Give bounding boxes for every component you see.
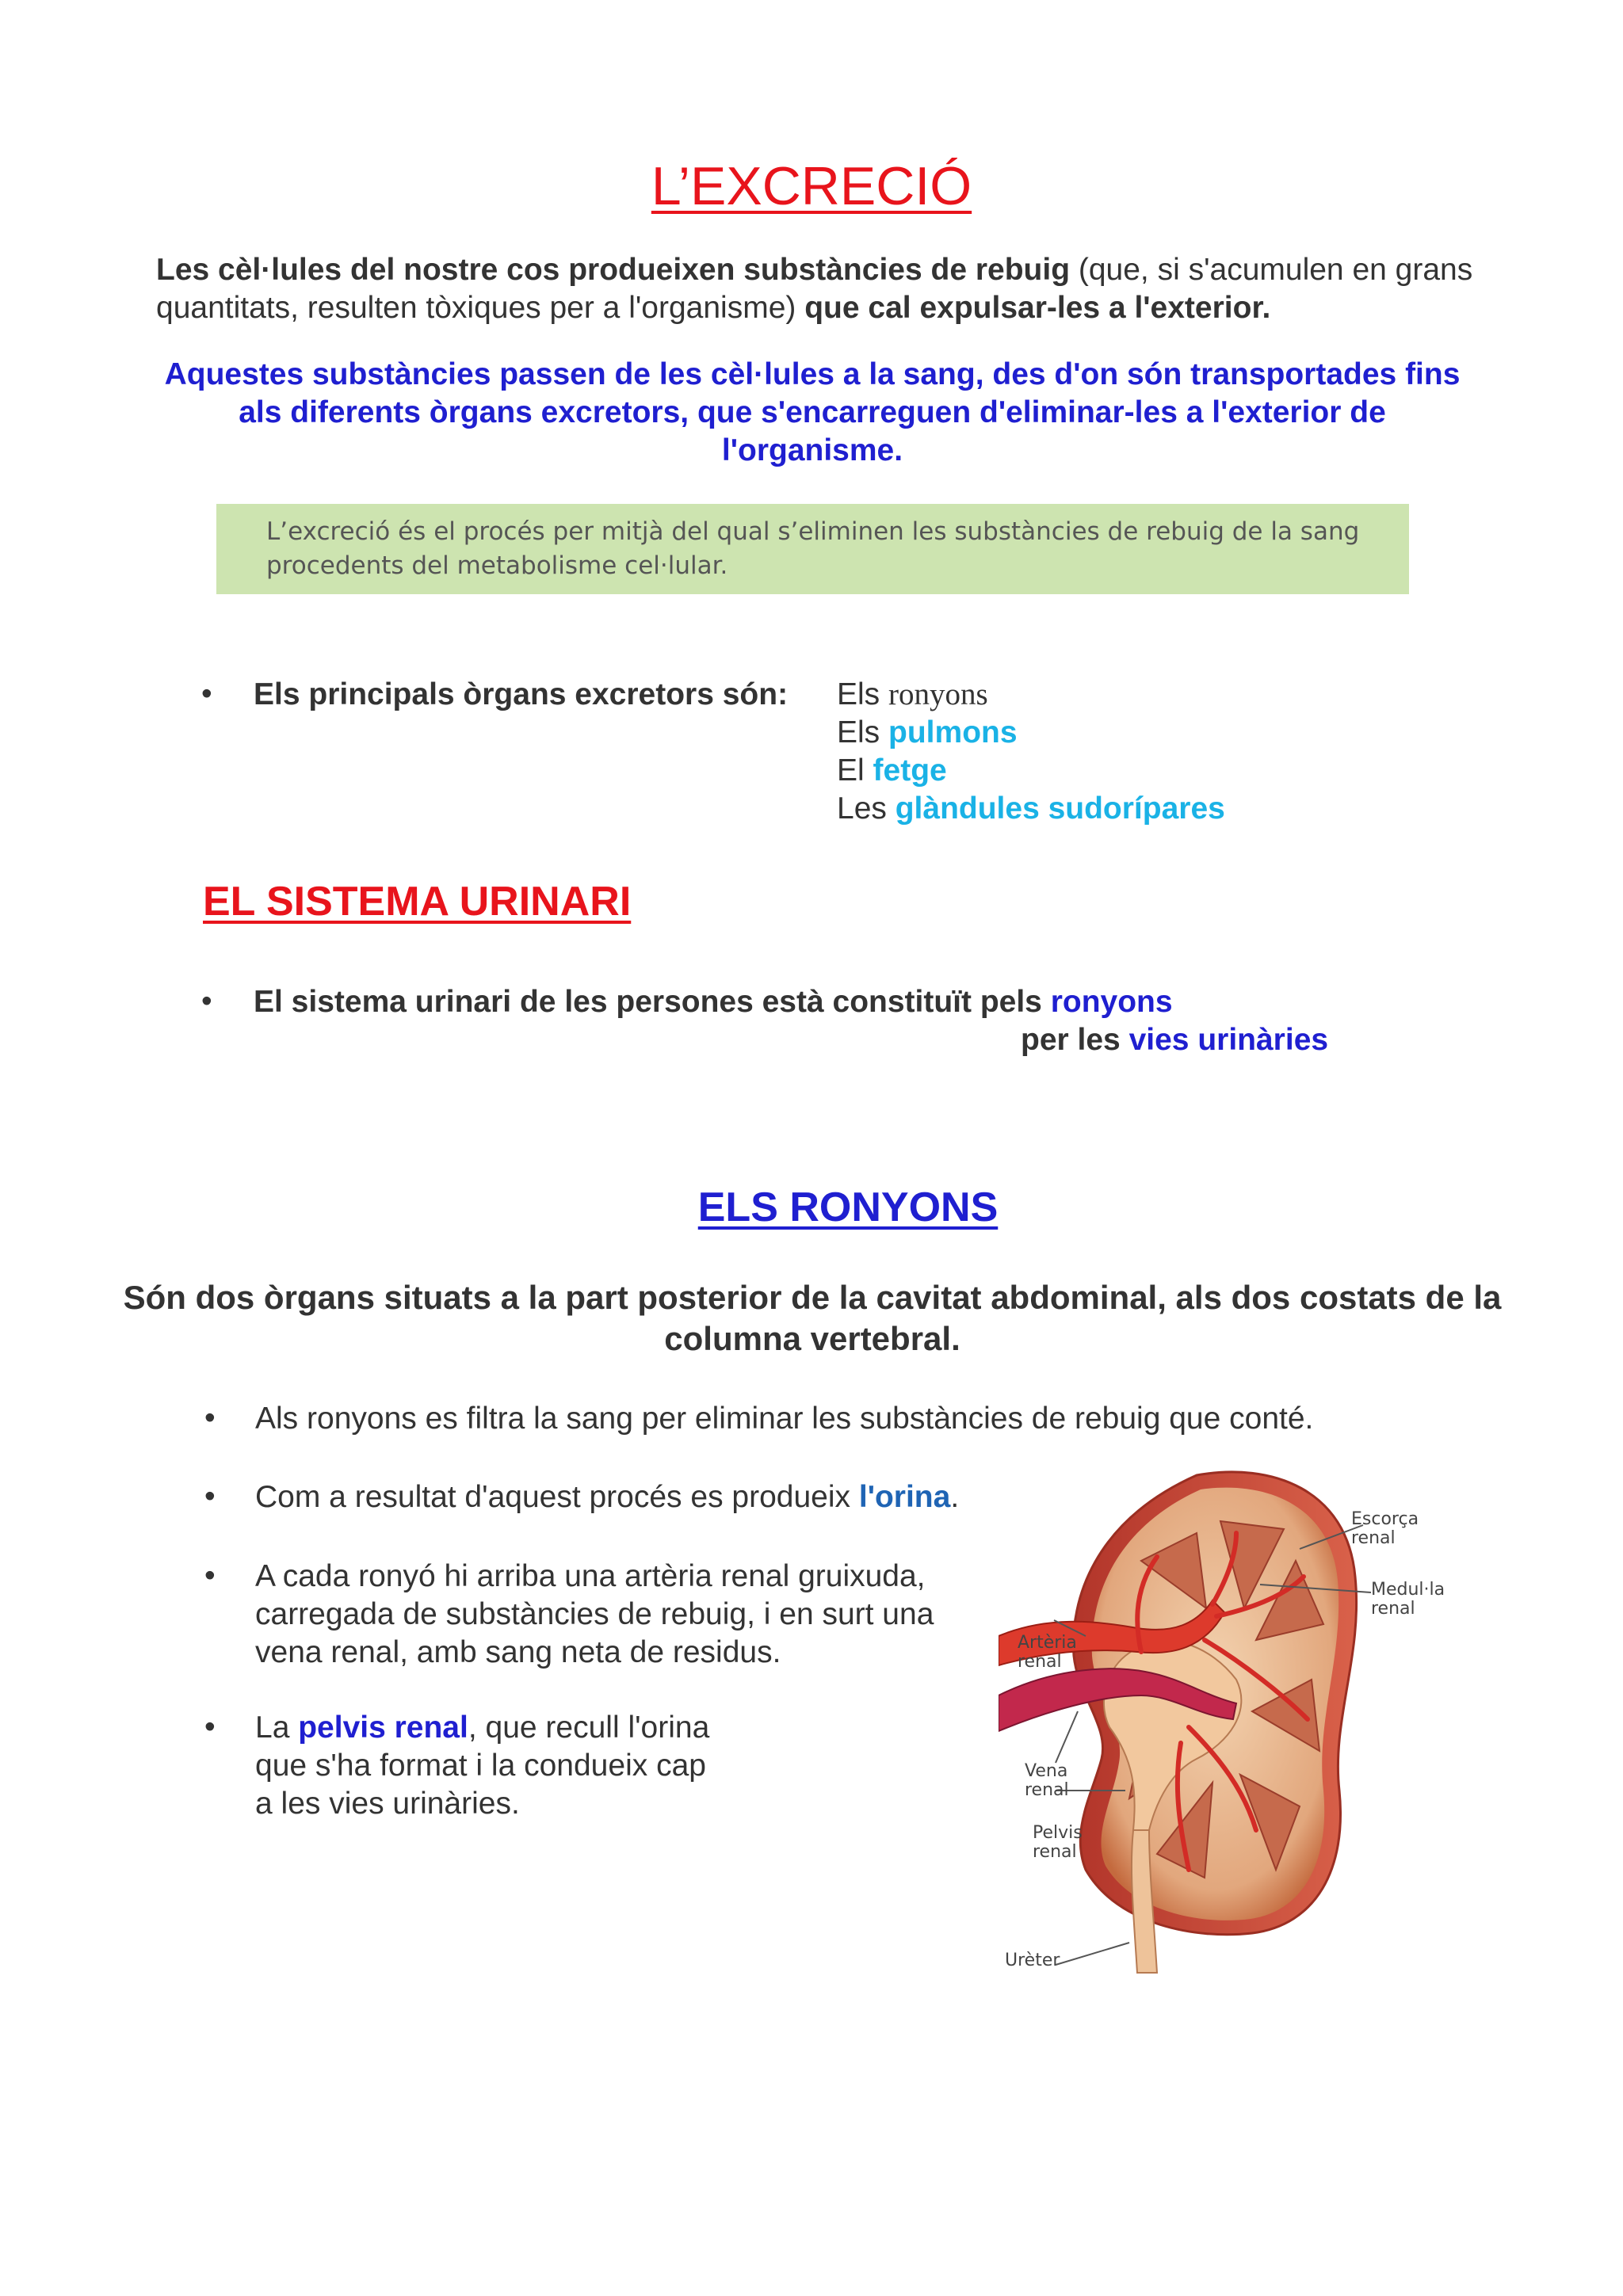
urinary-heading: EL SISTEMA URINARI — [203, 879, 632, 925]
kidney-bullet-3 — [255, 1558, 934, 1672]
organ-item — [837, 676, 988, 714]
label-pelvis — [1033, 1824, 1083, 1862]
bullet-marker: • — [204, 1710, 216, 1744]
organs-lead: Els principals òrgans excretors són: — [254, 677, 789, 711]
definition-line-1: L’excreció és el procés per mitjà del qual s’eliminen les substàncies de rebuig de la sang — [266, 517, 1360, 546]
organ-name: glàndules sudorípares — [895, 791, 1225, 826]
intro-bold-end: que cal expulsar-les a l'exterior. — [804, 291, 1271, 325]
bullet-4-line-1 — [255, 1709, 709, 1747]
label-cortex — [1351, 1510, 1419, 1548]
intro-bold-start: Les cèl·lules del nostre cos produeixen substàncies de rebuig — [156, 253, 1071, 287]
label-medulla-line-2: renal — [1371, 1599, 1415, 1619]
kidneys-heading: ELS RONYONS — [697, 1184, 999, 1230]
organ-prefix: Els — [837, 677, 880, 711]
label-artery-line-1: Artèria — [1018, 1633, 1077, 1653]
bullet-4-start: La — [255, 1711, 299, 1745]
label-vein — [1025, 1762, 1069, 1800]
label-cortex-line-2: renal — [1351, 1528, 1396, 1548]
bullet-marker: • — [201, 984, 212, 1018]
organ-item — [837, 752, 947, 790]
label-pelvis-line-1: Pelvis — [1033, 1823, 1083, 1843]
bullet-marker: • — [204, 1401, 216, 1435]
organ-item — [837, 714, 1018, 752]
urinary-line-1 — [254, 983, 1173, 1021]
page-title: L’EXCRECIÓ — [651, 156, 972, 216]
label-medulla — [1371, 1581, 1445, 1619]
intro-paragraph — [156, 251, 1503, 327]
label-artery-line-2: renal — [1018, 1652, 1062, 1672]
label-pelvis-line-2: renal — [1033, 1842, 1077, 1862]
organ-prefix: Les — [837, 791, 887, 826]
definition-box — [216, 504, 1409, 594]
label-vein-line-1: Vena — [1025, 1761, 1068, 1781]
label-artery — [1018, 1634, 1077, 1672]
kidneys-subtitle: Són dos òrgans situats a la part posterior de la cavitat abdominal, als dos costats de la columna vertebral. — [123, 1279, 1502, 1357]
organ-item — [837, 790, 1225, 828]
kidney-bullet-1: Als ronyons es filtra la sang per eliminar les substàncies de rebuig que conté. — [255, 1402, 1314, 1436]
label-vein-line-2: renal — [1025, 1780, 1069, 1800]
urinary-line-2 — [1021, 1021, 1328, 1059]
bullet-2-end: . — [950, 1480, 960, 1514]
bullet-4-rest: , que recull l'orina — [468, 1711, 710, 1745]
organ-prefix: El — [837, 753, 865, 788]
kidney-bullet-4 — [255, 1709, 709, 1823]
bullet-marker: • — [204, 1479, 216, 1513]
urinary-lead: El sistema urinari de les persones està constituït pels — [254, 985, 1042, 1019]
kidney-bullet-2 — [255, 1478, 959, 1516]
bullet-3-line-3: vena renal, amb sang neta de residus. — [255, 1635, 781, 1669]
bullet-marker: • — [201, 677, 212, 711]
urinary-part-kidneys: ronyons — [1050, 985, 1173, 1019]
bullet-4-line-3: a les vies urinàries. — [255, 1787, 520, 1821]
organ-prefix: Els — [837, 715, 880, 749]
organ-name: pulmons — [888, 715, 1018, 749]
bullet-3-line-2: carregada de substàncies de rebuig, i en surt una — [255, 1597, 934, 1631]
definition-line-2: procedents del metabolisme cel·lular. — [266, 551, 728, 580]
label-medulla-line-1: Medul·la — [1371, 1580, 1445, 1600]
urinary-part-tracts: vies urinàries — [1128, 1023, 1329, 1057]
intro-parenthetical: (que, si s'acumulen en grans quantitats, resulten tòxiques per a l'organisme) — [156, 253, 1473, 325]
label-ureter: Urèter — [1005, 1951, 1060, 1970]
bullet-marker: • — [204, 1558, 216, 1592]
renal-pelvis-term: pelvis renal — [298, 1711, 468, 1745]
urinary-lead-2: per les — [1021, 1023, 1121, 1057]
bullet-3-line-1: A cada ronyó hi arriba una artèria renal gruixuda, — [255, 1559, 926, 1593]
organ-name: ronyons — [888, 677, 988, 711]
transport-paragraph: Aquestes substàncies passen de les cèl·lules a la sang, des d'on són transportades fins als diferents òrgans excretors, que s'encarreguen d'eliminar-les a l'exterior de l'organisme. — [164, 357, 1461, 467]
bullet-2-text: Com a resultat d'aquest procés es produeix — [255, 1480, 859, 1514]
urine-term: l'orina — [858, 1480, 951, 1514]
label-cortex-line-1: Escorça — [1351, 1509, 1419, 1529]
organ-name: fetge — [873, 753, 947, 788]
bullet-4-line-2: que s'ha format i la condueix cap — [255, 1749, 706, 1783]
